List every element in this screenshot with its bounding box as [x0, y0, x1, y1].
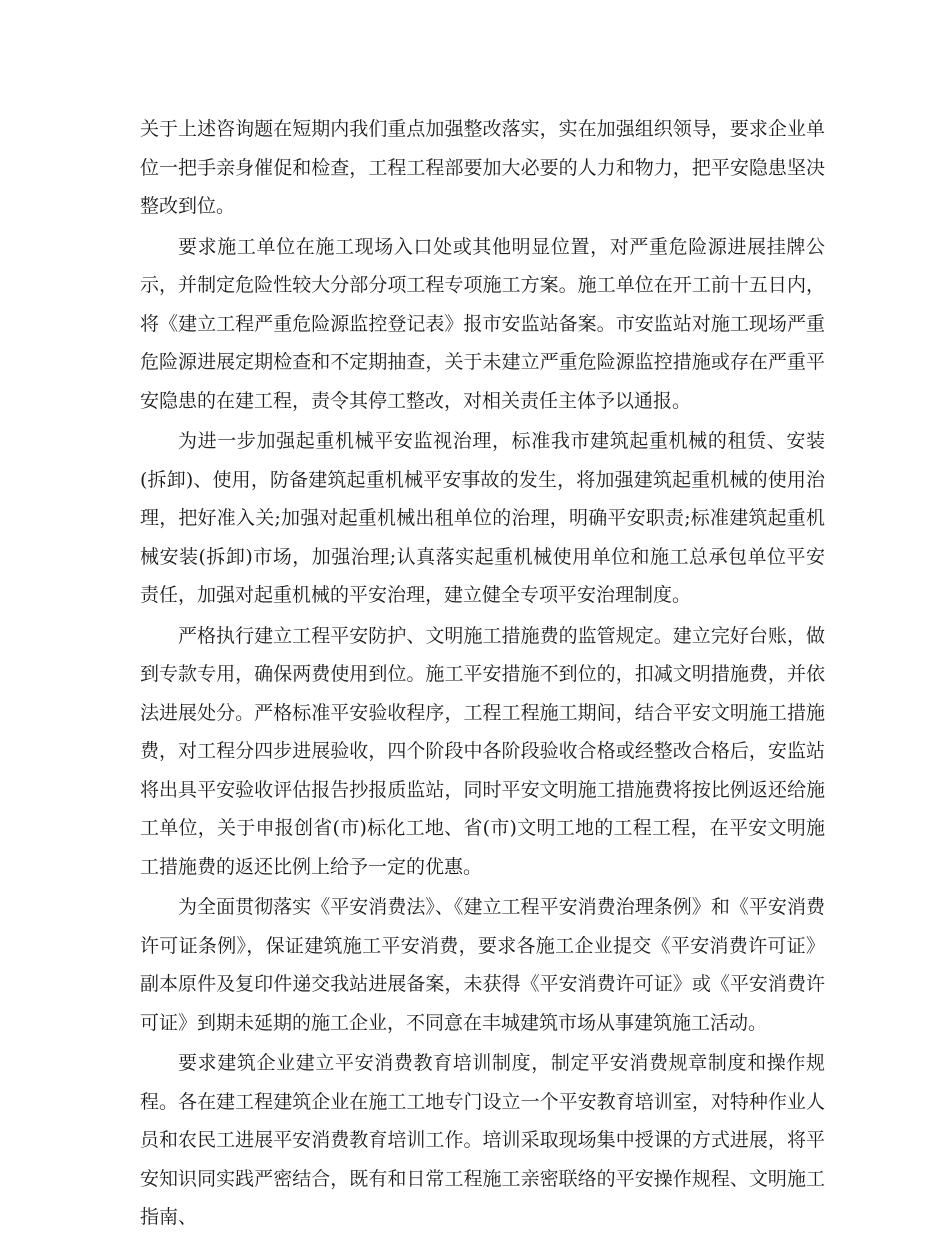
paragraph-safety-training: 要求建筑企业建立平安消费教育培训制度，制定平安消费规章制度和操作规程。各在建工程建筑企业在施工工地专门设立一个平安教育培训室，对特种作业人员和农民工进展平安消费教育培训工作。培训采取现场集中授课的方式进展，将平安知识同实践严密结合，既有和日常工程施工亲密联络的平安操作规程、文明施工指南、 [140, 1052, 825, 1228]
document-body [140, 110, 825, 1239]
paragraph-safety-license: 为全面贯彻落实《平安消费法》、《建立工程平安消费治理条例》和《平安消费许可证条例》，保证建筑施工平安消费，要求各施工企业提交《平安消费许可证》副本原件及复印件递交我站进展备案，未获得《平安消费许可证》或《平安消费许可证》到期未延期的施工企业，不同意在丰城建筑市场从事建筑施工活动。 [140, 896, 825, 1034]
paragraph-rectification: 关于上述咨询题在短期内我们重点加强整改落实，实在加强组织领导，要求企业单位一把手亲身催促和检查，工程工程部要加大必要的人力和物力，把平安隐患坚决整改到位。 [140, 118, 825, 217]
paragraph-lifting-machinery: 为进一步加强起重机械平安监视治理，标准我市建筑起重机械的租赁、安装(拆卸)、使用，防备建筑起重机械平安事故的发生，将加强建筑起重机械的使用治理，把好准入关;加强对起重机械出租单位的治理，明确平安职责;标准建筑起重机械安装(拆卸)市场，加强治理;认真落实起重机械使用单位和施工总承包单位平安责任，加强对起重机械的平安治理，建立健全专项平安治理制度。 [140, 430, 825, 606]
paragraph-safety-fees: 严格执行建立工程平安防护、文明施工措施费的监管规定。建立完好台账，做到专款专用，确保两费使用到位。施工平安措施不到位的，扣减文明措施费，并依法进展处分。严格标准平安验收程序，工程工程施工期间，结合平安文明施工措施费，对工程分四步进展验收，四个阶段中各阶段验收合格或经整改合格后，安监站将出具平安验收评估报告抄报质监站，同时平安文明施工措施费将按比例返还给施工单位，关于申报创省(市)标化工地、省(市)文明工地的工程工程，在平安文明施工措施费的返还比例上给予一定的优惠。 [140, 624, 825, 878]
paragraph-hazard-sources: 要求施工单位在施工现场入口处或其他明显位置，对严重危险源进展挂牌公示，并制定危险性较大分部分项工程专项施工方案。施工单位在开工前十五日内，将《建立工程严重危险源监控登记表》报市安监站备案。市安监站对施工现场严重危险源进展定期检查和不定期抽查，关于未建立严重危险源监控措施或存在严重平安隐患的在建工程，责令其停工整改，对相关责任主体予以通报。 [140, 235, 825, 412]
